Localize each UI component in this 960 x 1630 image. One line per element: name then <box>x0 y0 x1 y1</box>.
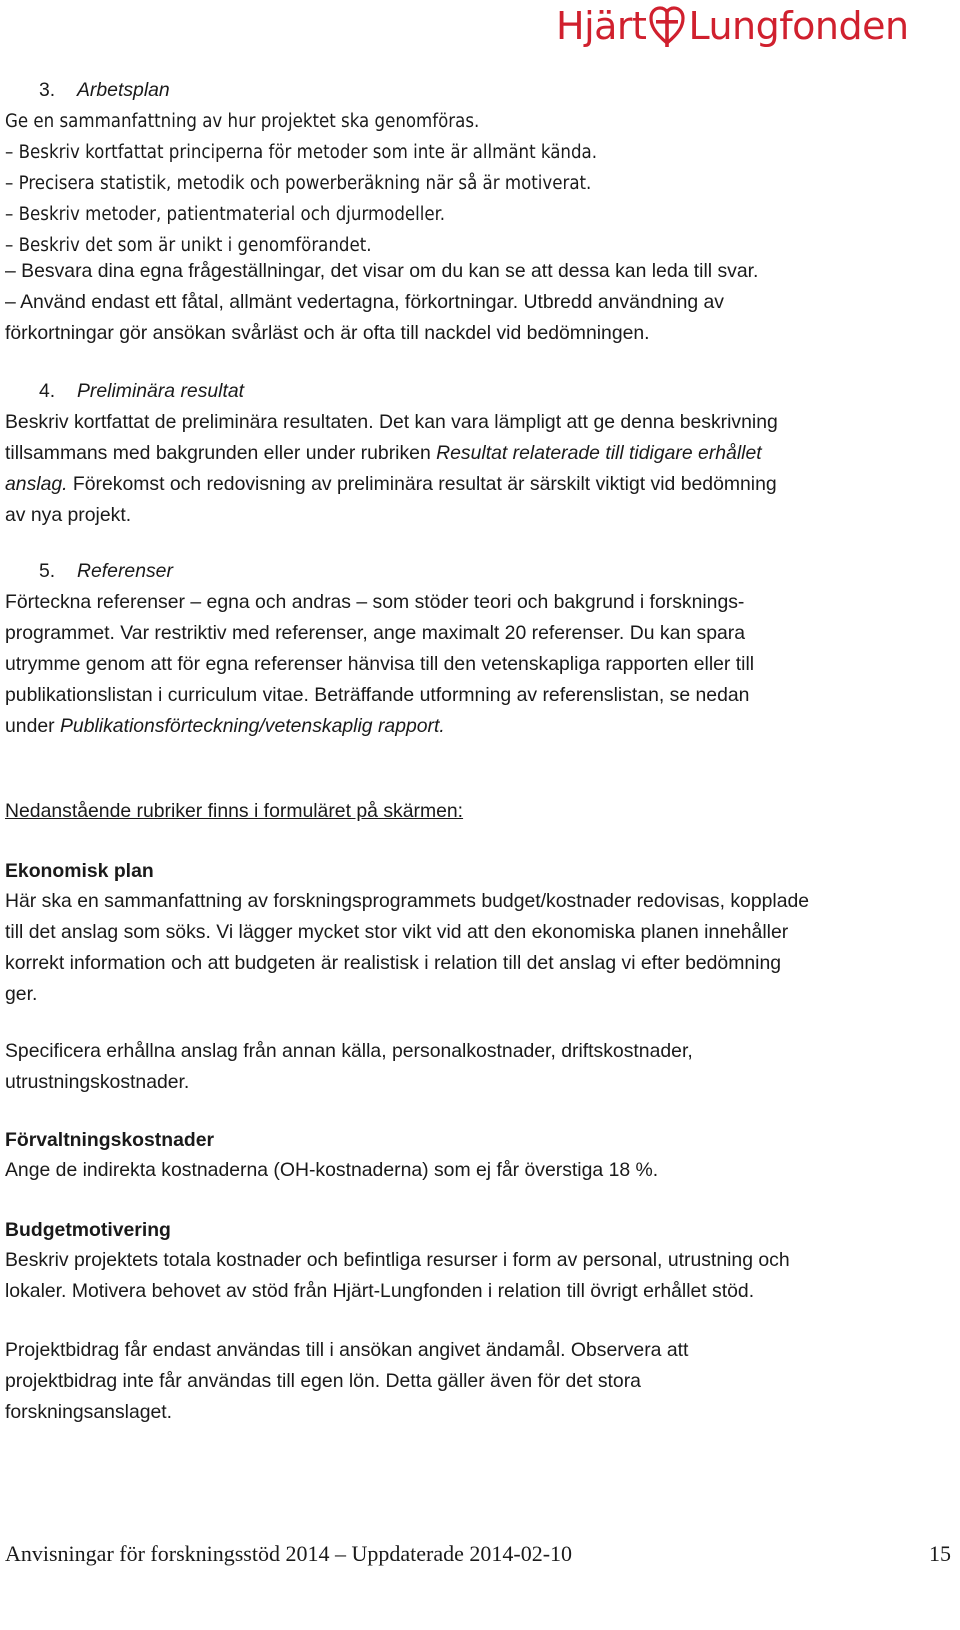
bullet-line: – Precisera statistik, metodik och powerberäkning när så är motiverat. <box>5 173 592 194</box>
page-footer <box>5 1537 955 1571</box>
text-line: Ge en sammanfattning av hur projektet ska genomföras. <box>5 111 480 132</box>
text-line: ger. <box>5 983 38 1005</box>
text-run: Förekomst och redovisning av preliminära resultat är särskilt viktigt vid bedömning <box>67 473 777 495</box>
text-line: Specificera erhållna anslag från annan källa, personalkostnader, driftskostnader, <box>5 1040 693 1062</box>
text-line: korrekt information och att budgeten är realistisk i relation till det anslag vi efter bedömning <box>5 952 782 974</box>
bullet-line: – Beskriv kortfattat principerna för metoder som inte är allmänt kända. <box>5 142 597 163</box>
text-line: utrustningskostnader. <box>5 1071 190 1093</box>
text-run-italic: Publikationsförteckning/vetenskaplig rapport. <box>59 715 445 737</box>
section-4-body <box>5 407 955 531</box>
text-run: under <box>5 715 60 737</box>
budgetmotivering-body-2 <box>5 1335 955 1428</box>
ekonomisk-plan-heading: Ekonomisk plan <box>5 860 154 882</box>
forvaltningskostnader-heading: Förvaltningskostnader <box>5 1129 215 1151</box>
text-line: Förteckna referenser – egna och andras – som stöder teori och bakgrund i forsknings- <box>5 591 745 613</box>
text-line: forskningsanslaget. <box>5 1401 173 1423</box>
hjart-lungfonden-logo <box>556 2 909 50</box>
form-headings-intro: Nedanstående rubriker finns i formuläret på skärmen: <box>5 800 464 822</box>
text-line: av nya projekt. <box>5 504 132 526</box>
forvaltningskostnader-body: Ange de indirekta kostnaderna (OH-kostnaderna) som ej får överstiga 18 %. <box>5 1159 659 1181</box>
text-line <box>5 711 955 742</box>
section-5-heading <box>5 556 955 587</box>
text-line: lokaler. Motivera behovet av stöd från Hjärt-Lungfonden i relation till övrigt erhållet stöd. <box>5 1280 755 1302</box>
section-number: 4. <box>39 380 56 402</box>
page-number: 15 <box>929 1541 951 1566</box>
text-line: Här ska en sammanfattning av forskningsprogrammets budget/kostnader redovisas, kopplade <box>5 890 810 912</box>
ekonomisk-plan-body-2 <box>5 1036 955 1098</box>
logo-text-right: Lungfonden <box>688 4 909 48</box>
section-number: 3. <box>39 79 56 101</box>
text-line: Beskriv projektets totala kostnader och befintliga resurser i form av personal, utrustning och <box>5 1249 790 1271</box>
section-title: Preliminära resultat <box>77 380 245 402</box>
bullet-line: – Beskriv metoder, patientmaterial och djurmodeller. <box>5 204 446 225</box>
text-line <box>5 438 955 469</box>
text-line: förkortningar gör ansökan svårläst och är ofta till nackdel vid bedömningen. <box>5 322 650 344</box>
text-line: publikationslistan i curriculum vitae. Beträffande utformning av referenslistan, se nedan <box>5 684 750 706</box>
budgetmotivering-heading: Budgetmotivering <box>5 1219 171 1241</box>
text-run: tillsammans med bakgrunden eller under rubriken <box>5 442 437 464</box>
heart-cross-icon <box>649 5 685 47</box>
text-line: Projektbidrag får endast användas till i ansökan angivet ändamål. Observera att <box>5 1339 689 1361</box>
text-line: Beskriv kortfattat de preliminära resultaten. Det kan vara lämpligt att ge denna beskrivning <box>5 411 778 433</box>
text-run-italic: Resultat relaterade till tidigare erhållet <box>436 442 762 464</box>
bullet-line: – Besvara dina egna frågeställningar, det visar om du kan se att dessa kan leda till svar. <box>5 260 759 282</box>
footer-text: Anvisningar för forskningsstöd 2014 – Uppdaterade 2014-02-10 <box>5 1541 573 1566</box>
section-4-heading <box>5 376 955 407</box>
ekonomisk-plan-body <box>5 886 955 1010</box>
text-run-italic: anslag. <box>5 473 68 495</box>
bullet-line: – Beskriv det som är unikt i genomförandet. <box>5 235 372 256</box>
section-5-body <box>5 587 955 742</box>
section-title: Referenser <box>77 560 173 582</box>
section-3-body-cont <box>5 256 955 349</box>
text-line: projektbidrag inte får användas till egen lön. Detta gäller även för det stora <box>5 1370 641 1392</box>
logo-text-left: Hjärt <box>556 4 647 48</box>
section-3-body <box>5 106 955 261</box>
text-line: utrymme genom att för egna referenser hänvisa till den vetenskapliga rapporten eller till <box>5 653 755 675</box>
budgetmotivering-body <box>5 1245 955 1307</box>
text-line: programmet. Var restriktiv med referenser, ange maximalt 20 referenser. Du kan spara <box>5 622 746 644</box>
section-3-heading <box>5 75 955 106</box>
section-title: Arbetsplan <box>77 79 170 101</box>
bullet-line: – Använd endast ett fåtal, allmänt vedertagna, förkortningar. Utbredd användning av <box>5 291 725 313</box>
text-line <box>5 469 955 500</box>
text-line: till det anslag som söks. Vi lägger mycket stor vikt vid att den ekonomiska planen innehåller <box>5 921 789 943</box>
section-number: 5. <box>39 560 56 582</box>
